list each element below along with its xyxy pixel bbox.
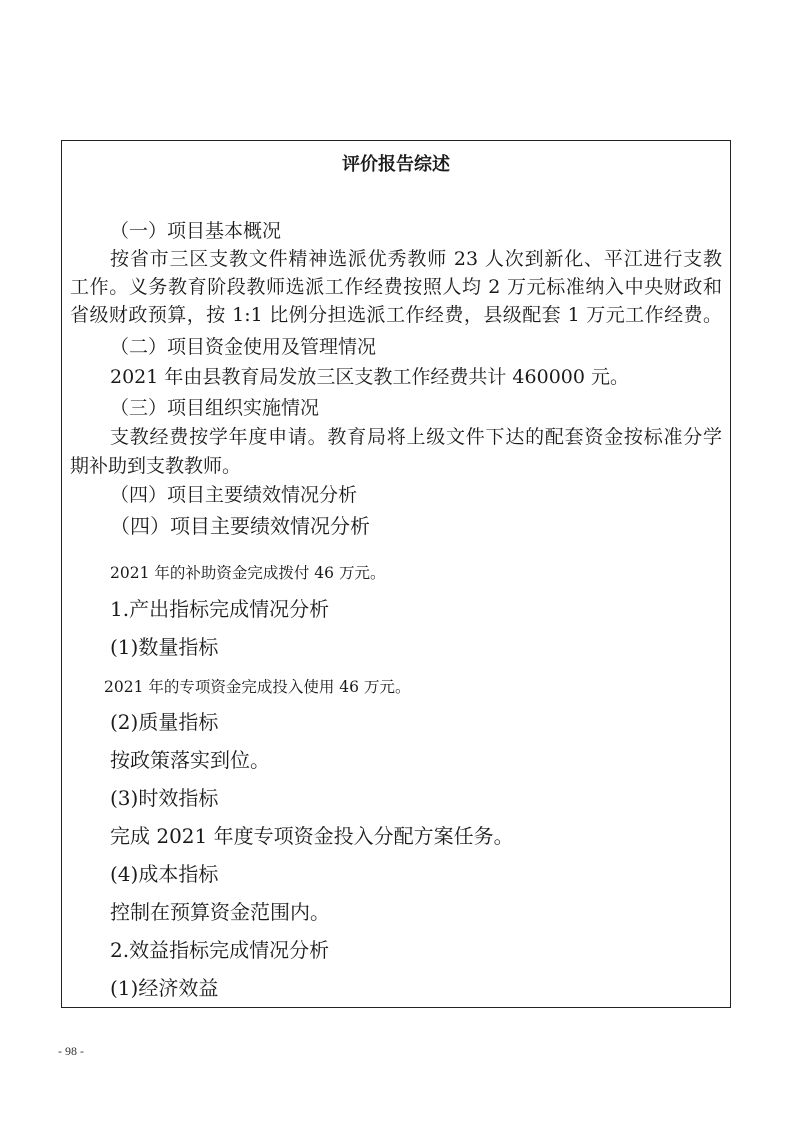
economic-benefit-heading: (1)经济效益 xyxy=(110,976,219,1000)
page-title: 评价报告综述 xyxy=(342,154,450,175)
timeliness-indicator-text: 完成 2021 年度专项资金投入分配方案任务。 xyxy=(110,824,514,848)
output-indicators-heading: 1.产出指标完成情况分析 xyxy=(110,597,330,621)
cost-indicator-heading: (4)成本指标 xyxy=(110,862,219,886)
section-4-heading-repeat: （四）项目主要绩效情况分析 xyxy=(110,514,370,538)
section-2-text: 2021 年由县教育局发放三区支教工作经费共计 460000 元。 xyxy=(110,366,630,388)
section-2-heading: （二）项目资金使用及管理情况 xyxy=(110,336,377,358)
quality-indicator-heading: (2)质量指标 xyxy=(110,710,219,734)
quantity-indicator-heading: (1)数量指标 xyxy=(110,635,219,659)
quality-indicator-text: 按政策落实到位。 xyxy=(110,748,270,772)
section-1-text-line-1: 按省市三区支教文件精神选派优秀教师 23 人次到新化、平江进行支教 xyxy=(110,248,722,270)
section-3-heading: （三）项目组织实施情况 xyxy=(110,397,320,419)
section-3-text-line-1: 支教经费按学年度申请。教育局将上级文件下达的配套资金按标准分学 xyxy=(110,426,722,448)
quantity-indicator-text: 2021 年的专项资金完成投入使用 46 万元。 xyxy=(104,678,411,696)
cost-indicator-text: 控制在预算资金范围内。 xyxy=(110,900,330,924)
funding-summary: 2021 年的补助资金完成拨付 46 万元。 xyxy=(110,564,386,582)
section-1-text-line-3: 省级财政预算，按 1:1 比例分担选派工作经费，县级配套 1 万元工作经费。 xyxy=(70,304,722,326)
section-3-text-line-2: 期补助到支教教师。 xyxy=(70,455,242,477)
timeliness-indicator-heading: (3)时效指标 xyxy=(110,786,219,810)
report-frame xyxy=(61,140,731,1008)
section-1-text-line-2: 工作。义务教育阶段教师选派工作经费按照人均 2 万元标准纳入中央财政和 xyxy=(70,276,722,298)
section-1-heading: （一）项目基本概况 xyxy=(110,220,282,242)
section-4-heading: （四）项目主要绩效情况分析 xyxy=(110,484,358,506)
page-number: - 98 - xyxy=(58,1044,84,1058)
benefit-indicators-heading: 2.效益指标完成情况分析 xyxy=(110,938,330,962)
